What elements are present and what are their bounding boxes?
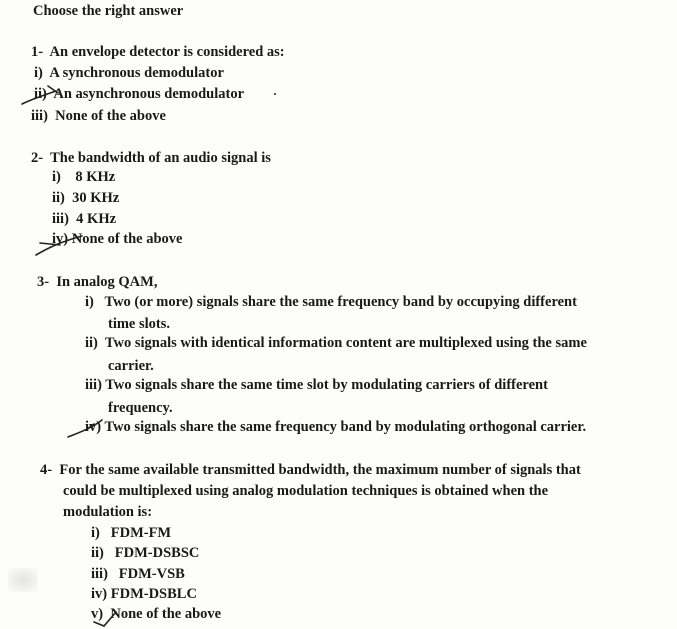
option-label: iii) [91, 566, 108, 582]
q1-option-iii[interactable] [31, 107, 166, 125]
option-label: i) [85, 294, 94, 310]
question-3-number: 3- [37, 274, 50, 290]
question-4 [40, 461, 581, 479]
question-4-number: 4- [40, 462, 53, 478]
option-text: None of the above [55, 108, 166, 124]
instruction-text: Choose the right answer [33, 3, 184, 19]
option-label: v) [91, 606, 104, 622]
question-4-text-line2: could be multiplexed using analog modulation techniques is obtained when the [63, 483, 549, 499]
option-label: ii) [34, 86, 47, 102]
option-label: iii) [85, 377, 102, 393]
option-label: iii) [31, 108, 48, 124]
option-text-line1: Two signals with identical information content are multiplexed using the same [104, 335, 587, 351]
option-text: None of the above [71, 231, 183, 247]
question-1-text: An envelope detector is considered as: [49, 44, 285, 60]
option-label: ii) [91, 545, 104, 561]
option-text: 30 KHz [72, 190, 120, 206]
question-2 [31, 149, 271, 167]
q1-option-i[interactable] [34, 64, 224, 82]
q3-option-ii-continuation: carrier. [108, 358, 154, 374]
option-text: 4 KHz [76, 211, 117, 227]
option-label: i) [91, 525, 100, 541]
option-label: i) [34, 65, 43, 81]
option-text: FDM-FM [110, 525, 172, 541]
question-3 [37, 273, 157, 291]
q2-option-iv[interactable] [52, 230, 183, 248]
stray-dot [274, 93, 276, 95]
question-3-text: In analog QAM, [56, 274, 158, 290]
scan-smudge [8, 568, 38, 592]
q4-option-ii[interactable] [91, 544, 199, 562]
q3-option-ii[interactable] [85, 334, 587, 352]
option-text: FDM-VSB [118, 566, 185, 582]
option-text: A synchronous demodulator [49, 65, 224, 81]
question-1-number: 1- [31, 44, 44, 60]
option-text: None of the above [110, 606, 222, 622]
q3-option-iii[interactable] [85, 376, 548, 394]
q3-option-i-continuation: time slots. [108, 316, 171, 332]
question-4-text-line3: modulation is: [63, 504, 153, 520]
option-text: An asynchronous demodulator [53, 86, 245, 102]
q4-option-v[interactable] [91, 605, 221, 623]
question-1 [31, 43, 285, 61]
q1-option-ii[interactable] [34, 85, 244, 103]
q3-option-iii-continuation: frequency. [108, 400, 173, 416]
option-text-line1: Two signals share the same frequency band by modulating orthogonal carrier. [104, 419, 587, 435]
option-text: FDM-DSBSC [114, 545, 200, 561]
q3-option-i[interactable] [85, 293, 577, 311]
option-text-line1: Two signals share the same time slot by modulating carriers of different [105, 377, 548, 393]
q4-option-iv[interactable] [91, 585, 197, 603]
option-label: ii) [85, 335, 98, 351]
option-label: i) [52, 169, 61, 185]
question-2-number: 2- [31, 150, 44, 166]
question-2-text: The bandwidth of an audio signal is [50, 150, 271, 166]
option-text-line1: Two (or more) signals share the same frequency band by occupying different [104, 294, 577, 310]
option-label: ii) [52, 190, 65, 206]
option-text: 8 KHz [75, 169, 116, 185]
q2-option-ii[interactable] [52, 189, 119, 207]
question-4-text-line1: For the same available transmitted bandwidth, the maximum number of signals that [59, 462, 581, 478]
option-label: iv) [85, 419, 102, 435]
q2-option-iii[interactable] [52, 210, 116, 228]
q3-option-iv[interactable] [85, 418, 586, 436]
option-label: iii) [52, 211, 69, 227]
option-label: iv) [91, 586, 108, 602]
q2-option-i[interactable] [52, 168, 115, 186]
option-text: FDM-DSBLC [110, 586, 197, 602]
q4-option-i[interactable] [91, 524, 171, 542]
q4-option-iii[interactable] [91, 565, 185, 583]
option-label: iv) [52, 231, 69, 247]
